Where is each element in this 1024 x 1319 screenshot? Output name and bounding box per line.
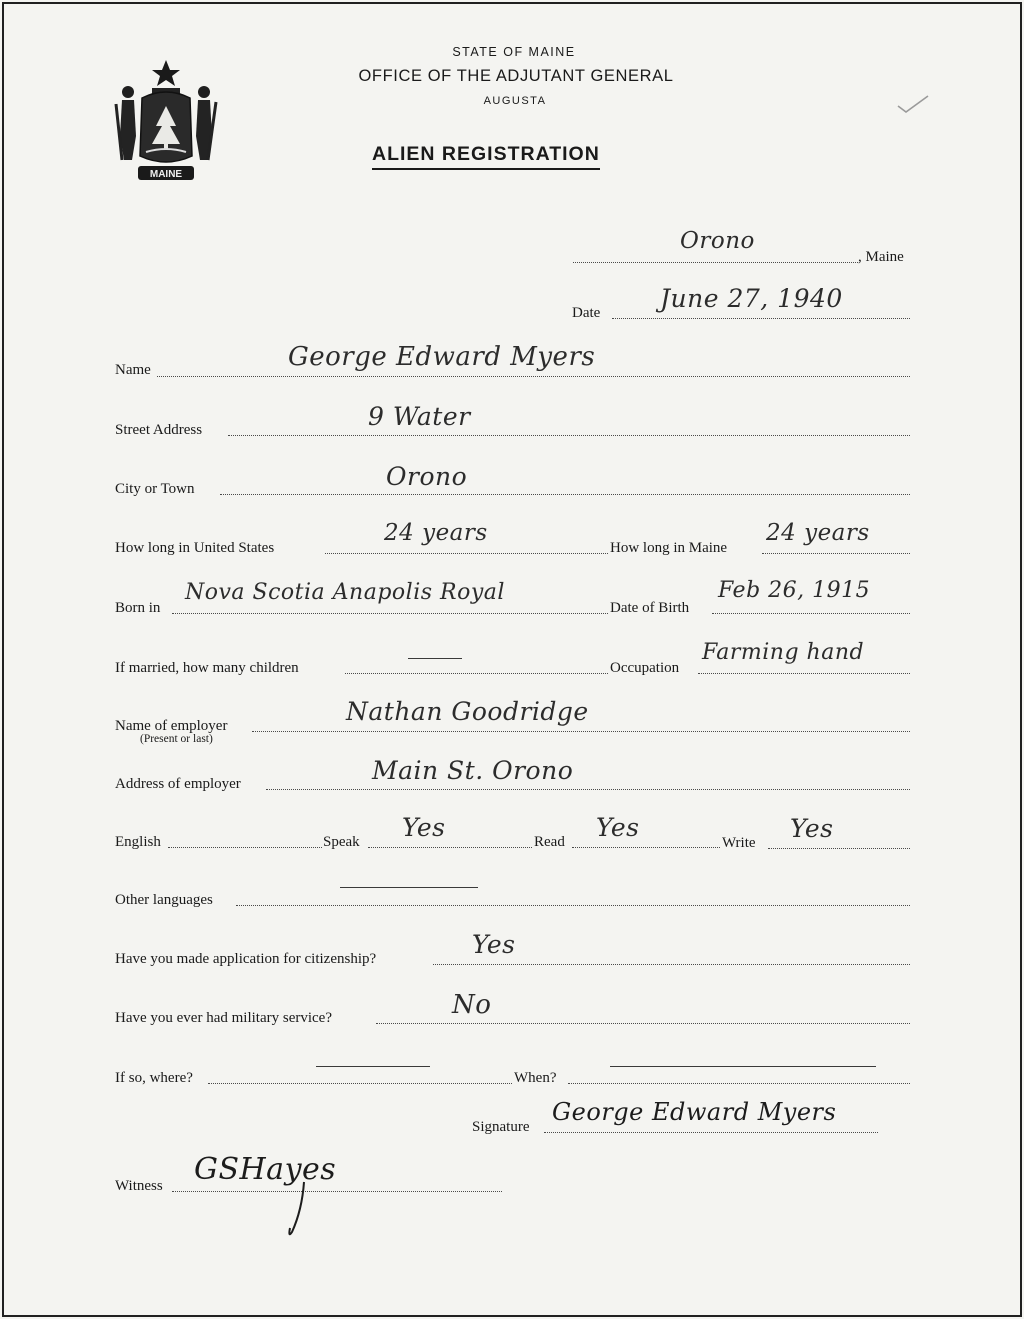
employer-name-line — [252, 731, 910, 732]
place-suffix: , Maine — [858, 249, 904, 265]
date-label: Date — [572, 305, 601, 321]
date-value: June 27, 1940 — [660, 284, 843, 313]
how-long-us-value: 24 years — [384, 520, 488, 546]
children-dash — [408, 658, 462, 659]
english-line — [168, 847, 322, 848]
if-so-where-label: If so, where? — [115, 1070, 193, 1086]
date-line — [612, 318, 910, 319]
when-label: When? — [514, 1070, 557, 1086]
if-so-where-dash — [316, 1066, 430, 1067]
other-languages-dash — [340, 887, 478, 888]
check-mark-icon — [896, 90, 930, 116]
witness-label: Witness — [115, 1178, 163, 1194]
how-long-us-line — [325, 553, 608, 554]
occupation-value: Farming hand — [702, 640, 865, 665]
street-address-label: Street Address — [115, 422, 203, 438]
city-label: City or Town — [115, 481, 195, 497]
employer-address-label: Address of employer — [115, 776, 241, 792]
date-of-birth-value: Feb 26, 1915 — [718, 578, 871, 603]
children-label: If married, how many children — [115, 660, 299, 676]
name-label: Name — [115, 362, 151, 378]
write-line — [768, 848, 910, 849]
speak-label: Speak — [323, 834, 360, 850]
date-of-birth-label: Date of Birth — [610, 600, 690, 616]
how-long-us-label: How long in United States — [115, 540, 275, 556]
employer-address-line — [266, 789, 910, 790]
street-address-value: 9 Water — [368, 402, 471, 431]
signature-value: George Edward Myers — [552, 1098, 837, 1126]
occupation-line — [698, 673, 910, 674]
write-value: Yes — [790, 814, 834, 843]
when-line — [568, 1083, 910, 1084]
place-line — [573, 262, 858, 263]
form-title: ALIEN REGISTRATION — [372, 143, 600, 170]
when-dash — [610, 1066, 876, 1067]
name-value: George Edward Myers — [288, 342, 596, 372]
born-in-line — [172, 613, 608, 614]
write-label: Write — [722, 835, 756, 851]
name-line — [157, 376, 910, 377]
signature-label: Signature — [472, 1119, 530, 1135]
employer-name-label: Name of employer — [115, 718, 228, 734]
children-line — [345, 673, 608, 674]
read-label: Read — [534, 834, 565, 850]
employer-name-sublabel: (Present or last) — [140, 733, 213, 745]
date-of-birth-line — [712, 613, 910, 614]
speak-line — [368, 847, 532, 848]
military-label: Have you ever had military service? — [115, 1010, 332, 1026]
street-address-line — [228, 435, 910, 436]
read-value: Yes — [596, 813, 640, 842]
signature-line — [544, 1132, 878, 1133]
how-long-maine-value: 24 years — [766, 520, 870, 546]
how-long-maine-line — [762, 553, 910, 554]
citizenship-line — [433, 964, 910, 965]
witness-flourish-icon — [280, 1180, 320, 1240]
city-line — [220, 494, 910, 495]
citizenship-label: Have you made application for citizenship? — [115, 951, 377, 967]
city-value: Orono — [386, 462, 468, 491]
other-languages-label: Other languages — [115, 892, 213, 908]
english-label: English — [115, 834, 161, 850]
military-value: No — [452, 990, 492, 1020]
header-state: STATE OF MAINE — [452, 45, 576, 59]
header-city: AUGUSTA — [483, 95, 547, 107]
employer-name-value: Nathan Goodridge — [346, 697, 589, 726]
employer-address-value: Main St. Orono — [372, 756, 574, 785]
header-office: OFFICE OF THE ADJUTANT GENERAL — [358, 67, 674, 85]
witness-value: GSHayes — [194, 1152, 337, 1187]
witness-line — [172, 1191, 502, 1192]
if-so-where-line — [208, 1083, 512, 1084]
read-line — [572, 847, 720, 848]
speak-value: Yes — [402, 813, 446, 842]
other-languages-line — [236, 905, 910, 906]
born-in-label: Born in — [115, 600, 161, 616]
citizenship-value: Yes — [472, 930, 516, 959]
place-value: Orono — [680, 228, 755, 254]
seal-text: MAINE — [149, 169, 183, 180]
born-in-value: Nova Scotia Anapolis Royal — [185, 580, 505, 605]
how-long-maine-label: How long in Maine — [610, 540, 728, 556]
occupation-label: Occupation — [610, 660, 680, 676]
military-line — [376, 1023, 910, 1024]
